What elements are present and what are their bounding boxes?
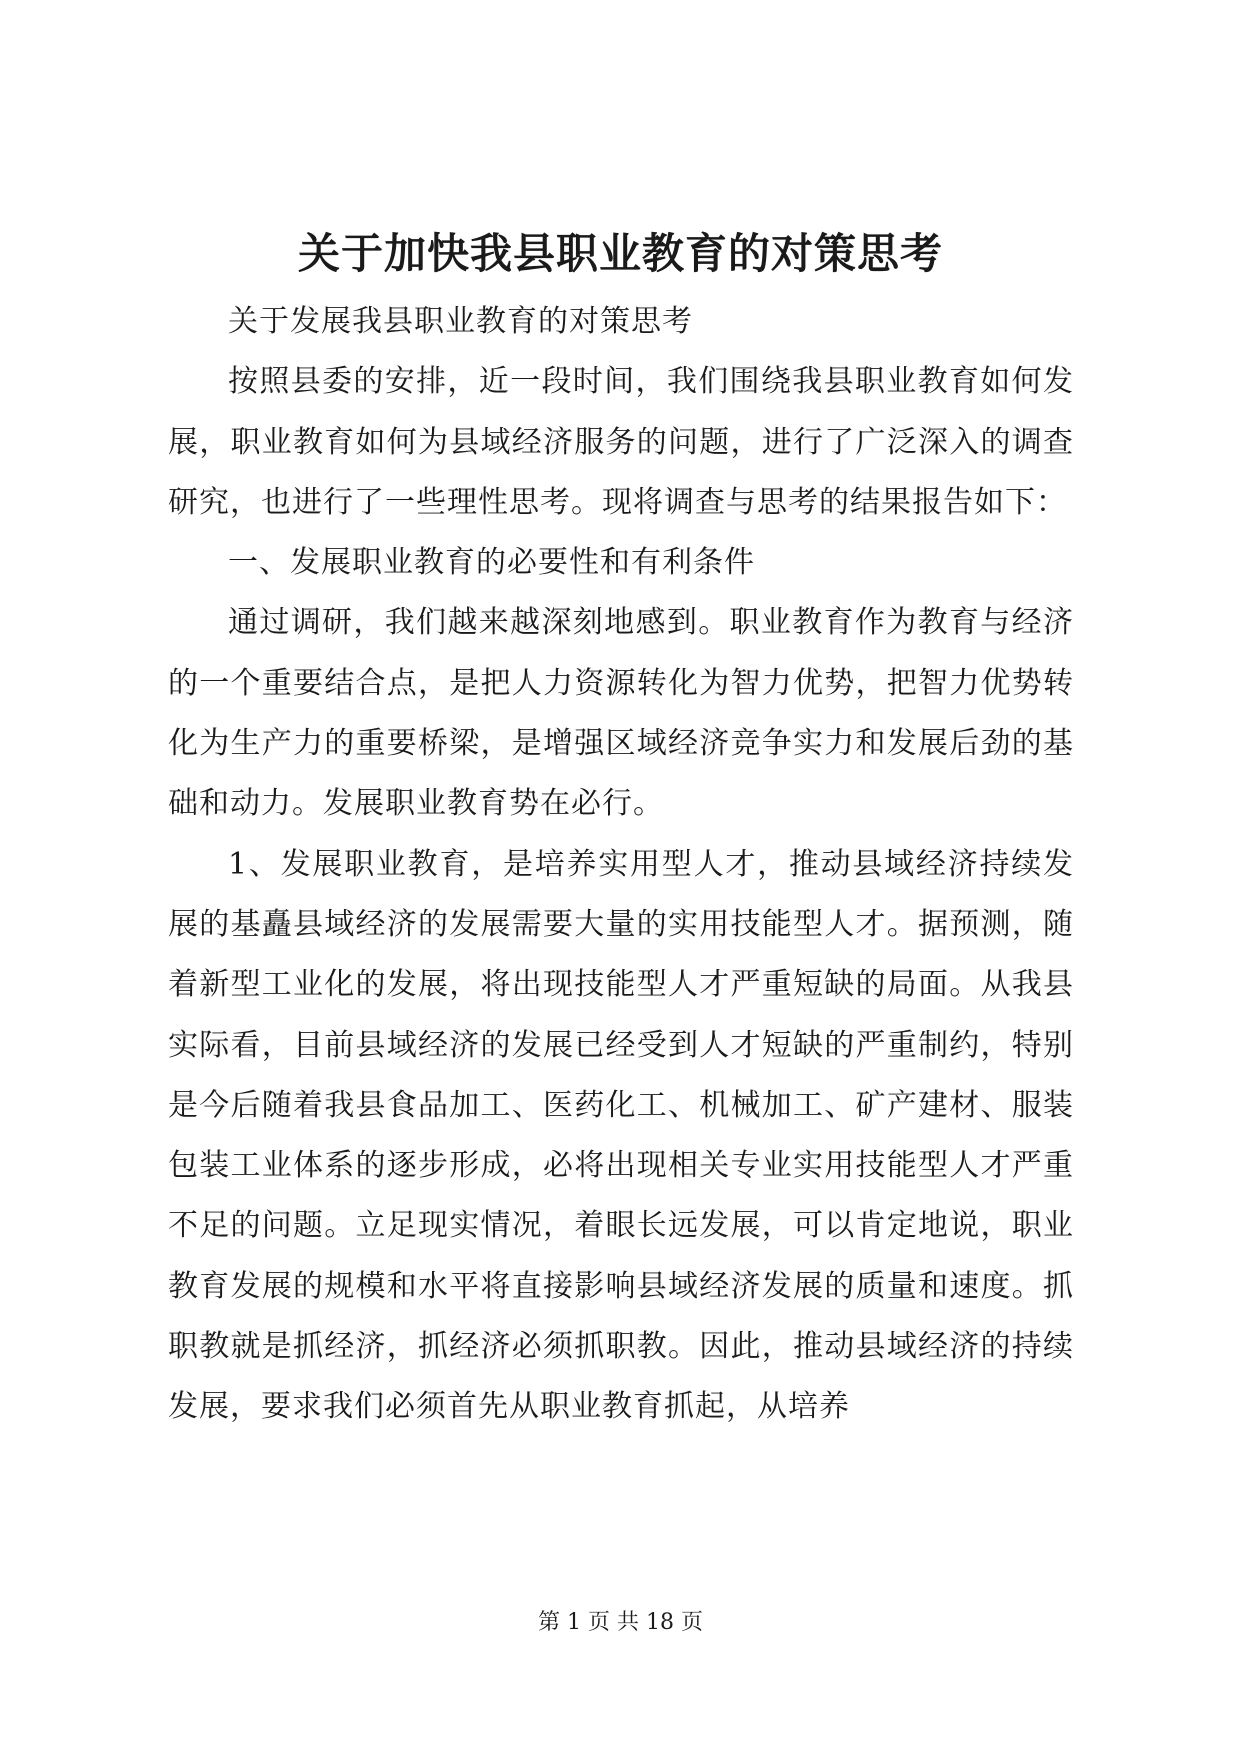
intro-paragraph: 按照县委的安排，近一段时间，我们围绕我县职业教育如何发展，职业教育如何为县域经济服务的问题，进行了广泛深入的调查研究，也进行了一些理性思考。现将调查与思考的结果报告如下： <box>168 364 1074 520</box>
section-heading: 一、发展职业教育的必要性和有利条件 <box>228 545 755 581</box>
document-body <box>168 292 1074 1438</box>
body-paragraph: 1、发展职业教育，是培养实用型人才，推动县域经济持续发展的基矗县域经济的发展需要大量的实用技能型人才。据预测，随着新型工业化的发展，将出现技能型人才严重短缺的局面。从我县实际看，目前县域经济的发展已经受到人才短缺的严重制约，特别是今后随着我县食品加工、医药化工、机械加工、矿产建材、服装包装工业体系的逐步形成，必将出现相关专业实用技能型人才严重不足的问题。立足现实情况，着眼长远发展，可以肯定地说，职业教育发展的规模和水平将直接影响县域经济发展的质量和速度。抓职教就是抓经济，抓经济必须抓职教。因此，推动县域经济的持续发展，要求我们必须首先从职业教育抓起，从培养 <box>168 846 1074 1425</box>
subtitle-paragraph: 关于发展我县职业教育的对策思考 <box>228 304 693 339</box>
document-title: 关于加快我县职业教育的对策思考 <box>297 229 943 278</box>
body-paragraph: 通过调研，我们越来越深刻地感到。职业教育作为教育与经济的一个重要结合点，是把人力资源转化为智力优势，把智力优势转化为生产力的重要桥梁，是增强区域经济竞争实力和发展后劲的基础和动力。发展职业教育势在必行。 <box>168 605 1074 822</box>
page-number-footer: 第 1 页 共 18 页 <box>538 1610 703 1635</box>
